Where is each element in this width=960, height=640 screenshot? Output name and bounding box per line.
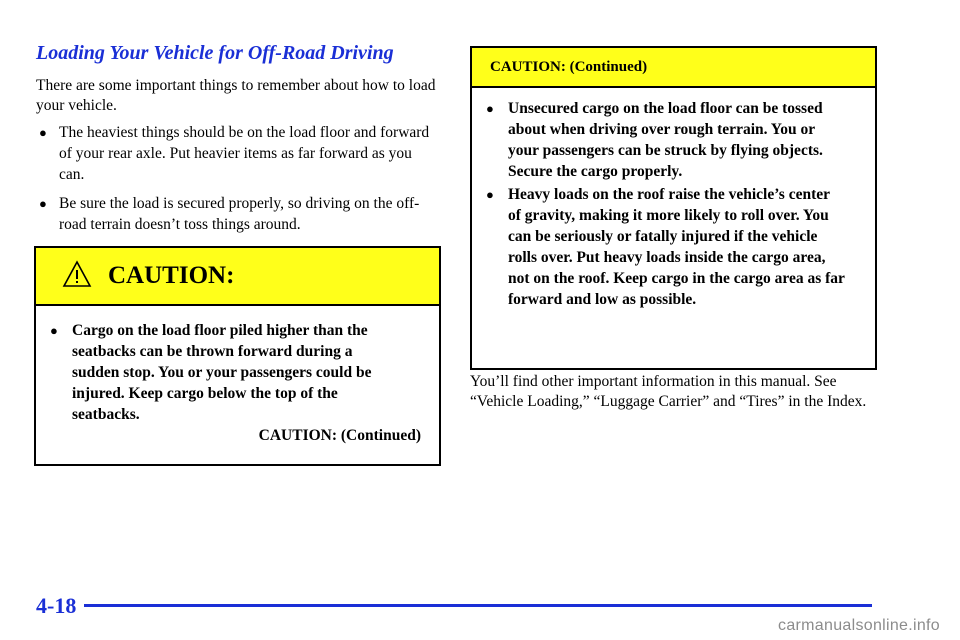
caution-list <box>36 306 439 425</box>
list-item-text: The heaviest things should be on the load floor and forward of your rear axle. Put heavier items as far forward as you can. <box>59 124 430 183</box>
list-item-text: Heavy loads on the roof raise the vehicle’s center of gravity, making it more likely to roll over. You can be seriously or fatally injured if the vehicle rolls over. Put heavy loads inside the cargo area, not on the roof. Keep cargo in the cargo area as far forward and low as possible. <box>508 186 845 308</box>
caution-continued-header <box>472 48 875 88</box>
bullet-icon: ● <box>50 323 58 338</box>
section-heading: Loading Your Vehicle for Off-Road Driving <box>36 42 394 64</box>
list-item <box>472 184 845 310</box>
caution-continued-label: CAUTION: (Continued) <box>258 427 421 444</box>
caution-continued-box <box>470 46 877 370</box>
page-number: 4-18 <box>36 593 77 618</box>
bullet-icon: ● <box>486 187 494 202</box>
list-item <box>472 98 845 182</box>
bullet-icon: ● <box>39 196 47 211</box>
list-item <box>36 193 441 235</box>
list-item <box>36 320 389 425</box>
bullet-icon: ● <box>486 101 494 116</box>
caution-box <box>34 246 441 466</box>
caution-continued-list <box>472 88 875 310</box>
list-item-text: Cargo on the load floor piled higher than the seatbacks can be thrown forward during a sudden stop. You or your passengers could be injured. Keep cargo below the top of the seatbacks. <box>72 322 372 423</box>
list-item-text: Unsecured cargo on the load floor can be tossed about when driving over rough terrain. You or your passengers can be struck by flying objects. Secure the cargo properly. <box>508 100 823 180</box>
intro-paragraph: There are some important things to remember about how to load your vehicle. <box>36 77 436 114</box>
bullet-icon: ● <box>39 125 47 140</box>
watermark-text: carmanualsonline.info <box>778 617 940 634</box>
closing-paragraph: You’ll find other important information in this manual. See “Vehicle Loading,” “Luggage Carrier” and “Tires” in the Index. <box>470 373 867 410</box>
warning-triangle-icon <box>62 260 92 293</box>
caution-header <box>36 248 439 306</box>
caution-title: CAUTION: <box>108 262 235 289</box>
footer-rule <box>84 604 872 607</box>
list-item <box>36 122 441 185</box>
caution-continued-title: CAUTION: (Continued) <box>490 58 648 75</box>
list-item-text: Be sure the load is secured properly, so driving on the off-road terrain doesn’t toss things around. <box>59 195 420 233</box>
load-tips-list <box>36 122 441 235</box>
